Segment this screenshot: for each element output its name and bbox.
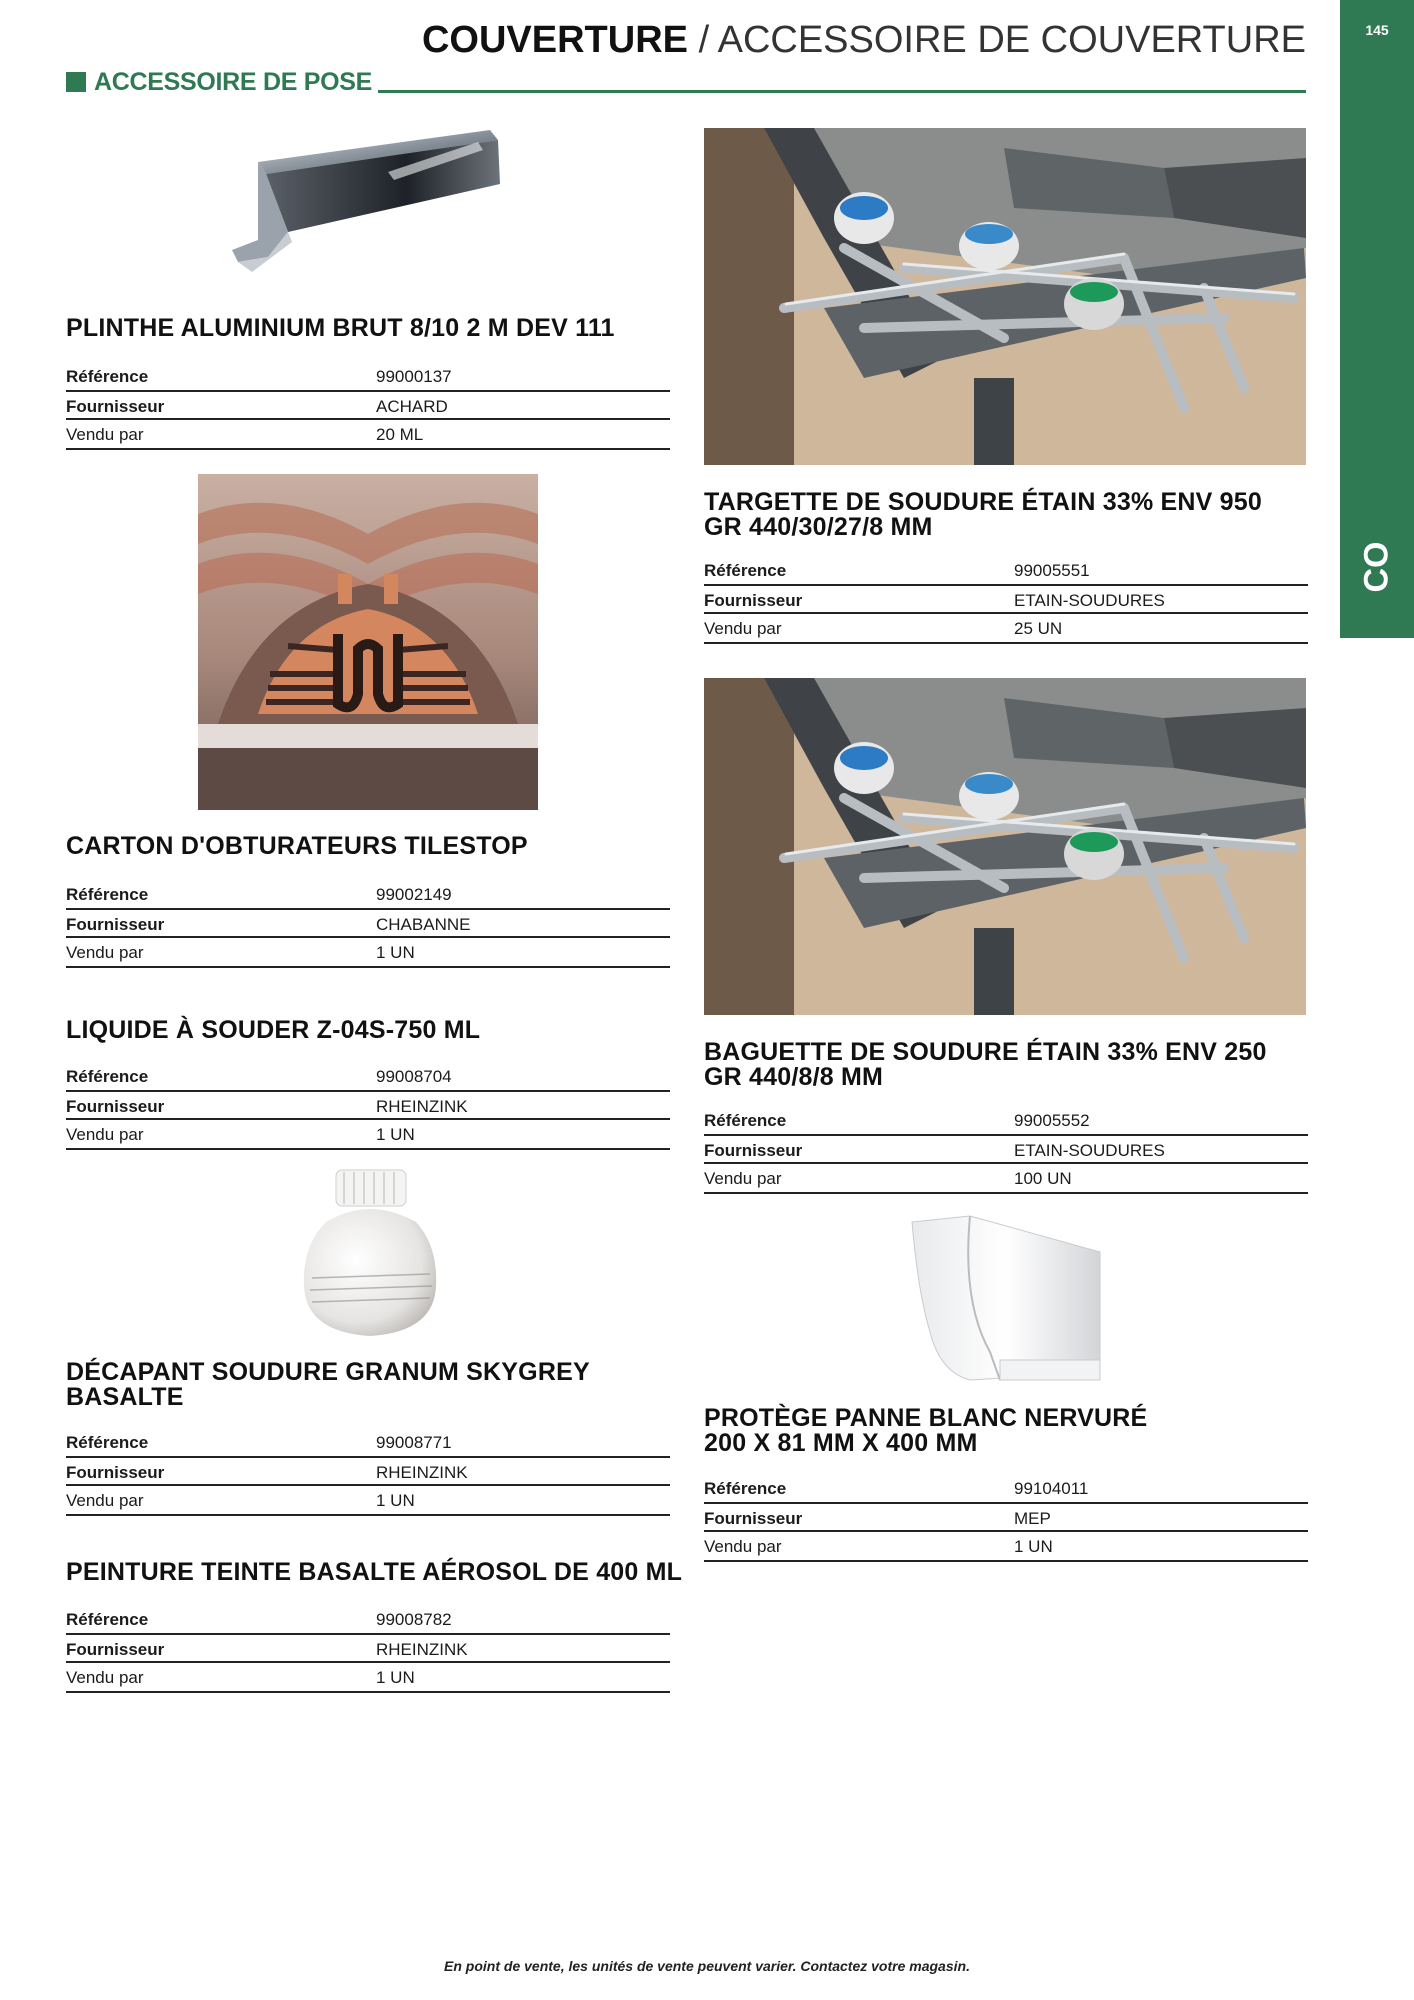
- product-title: PLINTHE ALUMINIUM BRUT 8/10 2 M DEV 111: [66, 314, 615, 342]
- page-header: [0, 18, 1306, 62]
- spec-row: Référence 99000137: [66, 367, 452, 386]
- spec-row: Vendu par 1 UN: [66, 1661, 670, 1689]
- spec-table: [704, 556, 1308, 640]
- product-title: BAGUETTE DE SOUDURE ÉTAIN 33% ENV 250 GR 440/8/8 MM: [704, 1038, 1267, 1091]
- spec-row: Référence 99002149: [66, 885, 452, 904]
- product-title: PEINTURE TEINTE BASALTE AÉROSOL DE 400 ML: [66, 1558, 683, 1586]
- product-title: LIQUIDE À SOUDER Z-04S-750 ML: [66, 1016, 481, 1044]
- spec-table: [704, 1474, 1308, 1558]
- spec-table: [704, 1106, 1308, 1190]
- product-image-bottle: [290, 1166, 450, 1342]
- spec-row: Référence 99104011: [704, 1479, 1089, 1498]
- spec-table: [66, 1062, 670, 1146]
- spec-row: Vendu par 1 UN: [66, 1118, 670, 1146]
- spec-table: [66, 1428, 670, 1512]
- spec-table: [66, 1605, 670, 1689]
- product-title: PROTÈGE PANNE BLANC NERVURÉ 200 X 81 MM X 400 MM: [704, 1404, 1148, 1457]
- product-image-purlin-cover: [900, 1212, 1110, 1382]
- product-title: TARGETTE DE SOUDURE ÉTAIN 33% ENV 950 GR 440/30/27/8 MM: [704, 488, 1262, 541]
- spec-row: Vendu par 20 ML: [66, 418, 670, 446]
- spec-row: Vendu par 1 UN: [66, 1484, 670, 1512]
- spec-row: Fournisseur RHEINZINK: [66, 1090, 670, 1118]
- spec-row: Vendu par 1 UN: [66, 936, 670, 964]
- section-square-icon: [66, 72, 86, 92]
- spec-row: Fournisseur ETAIN-SOUDURES: [704, 1134, 1308, 1162]
- spec-row: Référence 99008704: [66, 1067, 452, 1086]
- spec-row: Référence 99005552: [704, 1111, 1090, 1130]
- spec-table: [66, 880, 670, 964]
- spec-row: Référence 99008782: [66, 1610, 452, 1629]
- spec-row: Référence 99005551: [704, 561, 1090, 580]
- section-title: ACCESSOIRE DE POSE: [94, 68, 378, 97]
- product-title: DÉCAPANT SOUDURE GRANUM SKYGREY BASALTE: [66, 1358, 590, 1411]
- spec-row: Fournisseur CHABANNE: [66, 908, 670, 936]
- product-image-plinth: [228, 122, 508, 292]
- side-tab: [1340, 0, 1414, 638]
- header-subcategory: ACCESSOIRE DE COUVERTURE: [717, 19, 1306, 61]
- spec-row: Fournisseur RHEINZINK: [66, 1633, 670, 1661]
- spec-row: Vendu par 100 UN: [704, 1162, 1308, 1190]
- product-image-solder-roof: [704, 678, 1306, 1015]
- spec-table: [66, 362, 670, 446]
- header-category: COUVERTURE: [421, 19, 689, 61]
- product-title: CARTON D'OBTURATEURS TILESTOP: [66, 832, 528, 860]
- spec-row: Fournisseur MEP: [704, 1502, 1308, 1530]
- footer-note: En point de vente, les unités de vente peuvent varier. Contactez votre magasin.: [444, 1958, 970, 1974]
- page-number: 145: [1365, 22, 1389, 38]
- spec-row: Vendu par 25 UN: [704, 612, 1308, 640]
- spec-row: Fournisseur RHEINZINK: [66, 1456, 670, 1484]
- header-separator: /: [688, 19, 718, 61]
- spec-row: Référence 99008771: [66, 1433, 452, 1452]
- spec-row: Fournisseur ETAIN-SOUDURES: [704, 584, 1308, 612]
- product-image-tilestop: [198, 474, 538, 810]
- section-rule: [356, 90, 1306, 93]
- section-heading: [66, 68, 1306, 98]
- spec-row: Fournisseur ACHARD: [66, 390, 670, 418]
- section-code: CO: [1357, 541, 1396, 593]
- spec-row: Vendu par 1 UN: [704, 1530, 1308, 1558]
- product-image-solder-roof: [704, 128, 1306, 465]
